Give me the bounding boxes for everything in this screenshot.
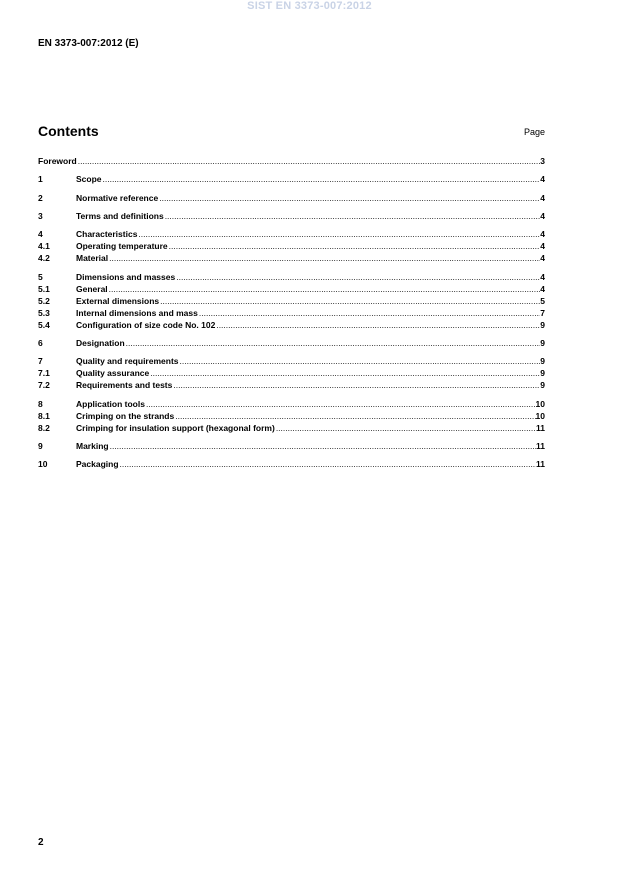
toc-entry[interactable] — [38, 337, 545, 349]
toc-entry-number: 4.2 — [38, 253, 50, 263]
toc-entry-page: 4 — [540, 284, 545, 294]
toc-entry-foreword[interactable] — [38, 155, 545, 167]
toc-entry-title: Scope — [76, 174, 102, 184]
toc-leader-dots — [109, 283, 541, 295]
toc-entry[interactable] — [38, 355, 545, 367]
toc-entry-number: 8.1 — [38, 411, 50, 421]
toc-entry-page: 9 — [540, 368, 545, 378]
toc-entry-title: External dimensions — [76, 296, 160, 306]
toc-entry[interactable] — [38, 398, 545, 410]
toc-leader-dots — [160, 295, 540, 307]
toc-entry-title: Characteristics — [76, 229, 138, 239]
toc-leader-dots — [120, 458, 536, 470]
toc-leader-dots — [216, 319, 540, 331]
toc-entry-number: 8 — [38, 399, 43, 409]
toc-entry[interactable] — [38, 295, 545, 307]
toc-entry[interactable] — [38, 283, 545, 295]
toc-entry-page: 4 — [540, 211, 545, 221]
toc-leader-dots — [110, 440, 536, 452]
toc-entry[interactable] — [38, 210, 545, 222]
toc-entry-page: 4 — [540, 193, 545, 203]
toc-entry-title: Dimensions and masses — [76, 272, 176, 282]
toc-entry[interactable] — [38, 271, 545, 283]
toc-entry-page: 4 — [540, 174, 545, 184]
page-number: 2 — [38, 837, 44, 848]
toc-entry-page: 4 — [540, 229, 545, 239]
toc-entry-page: 9 — [540, 338, 545, 348]
toc-entry-page: 10 — [535, 411, 545, 421]
toc-entry-number: 1 — [38, 174, 43, 184]
toc-entry-title: Foreword — [38, 156, 77, 166]
toc-entry-page: 9 — [540, 356, 545, 366]
toc-leader-dots — [276, 422, 536, 434]
toc-entry[interactable] — [38, 422, 545, 434]
toc-entry-number: 4 — [38, 229, 43, 239]
toc-entry-page: 3 — [540, 156, 545, 166]
toc-entry-title: Internal dimensions and mass — [76, 308, 198, 318]
toc-leader-dots — [199, 307, 540, 319]
toc-entry-title: Operating temperature — [76, 241, 168, 251]
toc-entry-title: Marking — [76, 441, 109, 451]
toc-entry-title: Normative reference — [76, 193, 159, 203]
toc-entry-number: 10 — [38, 459, 48, 469]
toc-entry-number: 7 — [38, 356, 43, 366]
toc-entry-title: Packaging — [76, 459, 119, 469]
toc-leader-dots — [109, 252, 540, 264]
toc-entry[interactable] — [38, 252, 545, 264]
toc-entry-page: 10 — [535, 399, 545, 409]
toc-entry-title: Crimping for insulation support (hexagonal form) — [76, 423, 275, 433]
toc-entry-title: Application tools — [76, 399, 145, 409]
toc-entry-title: Configuration of size code No. 102 — [76, 320, 216, 330]
toc-entry-page: 11 — [536, 441, 545, 451]
toc-entry-page: 9 — [540, 380, 545, 390]
toc-entry-page: 4 — [540, 272, 545, 282]
toc-entry-number: 7.1 — [38, 368, 50, 378]
toc-leader-dots — [180, 355, 541, 367]
toc-leader-dots — [138, 228, 540, 240]
toc-entry[interactable] — [38, 173, 545, 185]
watermark: SIST EN 3373-007:2012 — [247, 0, 372, 12]
toc-entry[interactable] — [38, 410, 545, 422]
toc-entry-title: Quality and requirements — [76, 356, 179, 366]
toc-entry-title: Material — [76, 253, 109, 263]
toc-entry[interactable] — [38, 458, 545, 470]
toc-entry-number: 2 — [38, 193, 43, 203]
toc-entry-page: 11 — [536, 423, 545, 433]
toc-leader-dots — [126, 337, 541, 349]
toc-leader-dots — [176, 271, 540, 283]
toc-leader-dots — [159, 192, 540, 204]
toc-entry-title: Requirements and tests — [76, 380, 173, 390]
toc-entry[interactable] — [38, 192, 545, 204]
toc-leader-dots — [175, 410, 535, 422]
toc-entry[interactable] — [38, 319, 545, 331]
toc-entry-title: Designation — [76, 338, 125, 348]
toc-entry[interactable] — [38, 379, 545, 391]
toc-entry[interactable] — [38, 228, 545, 240]
toc-leader-dots — [165, 210, 541, 222]
toc-leader-dots — [150, 367, 540, 379]
toc-leader-dots — [173, 379, 540, 391]
toc-entry[interactable] — [38, 307, 545, 319]
toc-entry-page: 7 — [540, 308, 545, 318]
toc-entry-number: 4.1 — [38, 241, 50, 251]
toc-leader-dots — [146, 398, 536, 410]
toc-leader-dots — [103, 173, 541, 185]
toc-entry-number: 7.2 — [38, 380, 50, 390]
toc-entry-page: 4 — [540, 241, 545, 251]
toc-entry-number: 9 — [38, 441, 43, 451]
toc-entry-number: 8.2 — [38, 423, 50, 433]
toc-entry-title: Quality assurance — [76, 368, 150, 378]
contents-heading: Contents — [38, 123, 99, 139]
toc-entry-number: 3 — [38, 211, 43, 221]
toc-entry[interactable] — [38, 367, 545, 379]
toc-entry-page: 4 — [540, 253, 545, 263]
toc-leader-dots — [169, 240, 541, 252]
toc-entry-number: 5.4 — [38, 320, 50, 330]
toc-entry-title: Terms and definitions — [76, 211, 164, 221]
toc-entry-page: 11 — [536, 459, 545, 469]
toc-entry-number: 6 — [38, 338, 43, 348]
toc-entry[interactable] — [38, 240, 545, 252]
toc-entry-number: 5 — [38, 272, 43, 282]
document-id: EN 3373-007:2012 (E) — [38, 38, 139, 49]
toc-entry-page: 9 — [540, 320, 545, 330]
toc-entry-number: 5.2 — [38, 296, 50, 306]
toc-entry[interactable] — [38, 440, 545, 452]
toc-leader-dots — [78, 155, 541, 167]
toc-entry-number: 5.3 — [38, 308, 50, 318]
page-column-label: Page — [523, 127, 545, 137]
toc-entry-page: 5 — [540, 296, 545, 306]
toc-entry-title: General — [76, 284, 108, 294]
toc-entry-title: Crimping on the strands — [76, 411, 175, 421]
toc-entry-number: 5.1 — [38, 284, 50, 294]
